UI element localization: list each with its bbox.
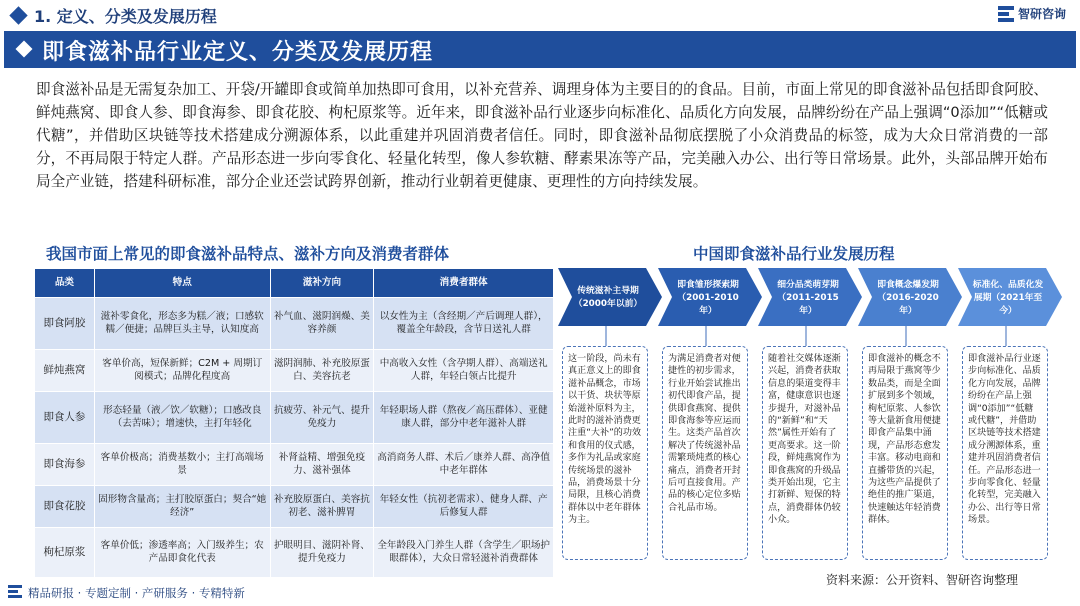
cell-feature: 客单价高，短保新鲜；C2M + 周期订阅模式；品牌化程度高 bbox=[94, 350, 270, 392]
top-header bbox=[0, 0, 1080, 30]
timeline-phase-4 bbox=[858, 268, 962, 326]
page-title: 即食滋补品行业定义、分类及发展历程 bbox=[42, 40, 434, 65]
cell-feature: 客单价极高；消费基数小；主打高端场景 bbox=[94, 444, 270, 486]
category-table bbox=[34, 268, 554, 578]
connector-line bbox=[1005, 326, 1007, 346]
table-row bbox=[35, 486, 554, 528]
phase-label: 即食雏形探索期（2001-2010年） bbox=[677, 279, 739, 316]
brand-mark-icon bbox=[998, 6, 1014, 22]
title-banner bbox=[4, 31, 1076, 68]
phase-description: 这一阶段，尚未有真正意义上的即食滋补品概念，市场以干货、块状等原始滋补原料为主，此时的滋补消费更注重“大补”的功效和食用的仪式感，多作为礼品或家庭传统场景的滋补品，消费场景十分局限，且核心消费群体以中老年群体为主。 bbox=[568, 354, 642, 526]
cell-direction: 补气血、滋阴润燥、美容养颜 bbox=[270, 298, 374, 350]
table-row bbox=[35, 528, 554, 578]
cell-direction: 滋阴润肺、补充胶原蛋白、美容抗老 bbox=[270, 350, 374, 392]
phase-label: 传统滋补主导期（2000年以前） bbox=[573, 286, 643, 309]
col-header-feature: 特点 bbox=[94, 269, 270, 298]
cell-category: 即食海参 bbox=[35, 444, 95, 486]
table-row bbox=[35, 444, 554, 486]
banner-diamond-icon bbox=[16, 41, 33, 58]
cell-category: 即食人参 bbox=[35, 392, 95, 444]
brand-logo bbox=[998, 5, 1066, 22]
cell-direction: 抗疲劳、补元气、提升免疫力 bbox=[270, 392, 374, 444]
phase-card-2 bbox=[662, 346, 748, 560]
footer-tagline bbox=[8, 585, 245, 601]
phase-card-5 bbox=[962, 346, 1048, 560]
col-header-category: 品类 bbox=[35, 269, 95, 298]
intro-paragraph: 即食滋补品是无需复杂加工、开袋/开罐即食或简单加热即可食用，以补充营养、调理身体为主要目的的食品。目前，市面上常见的即食滋补品包括即食阿胶、鲜炖燕窝、即食人参、即食海参、即食花胶、枸杞原浆等。近年来，即食滋补品行业逐步向标准化、品质化方向发展，品牌纷纷在产品上强调“0添加”“低糖或代糖”，并借助区块链等技术搭建成分溯源体系，以此重建并巩固消费者信任。同时，即食滋补品彻底摆脱了小众消费品的标签，成为大众日常消费的一部分，不再局限于特定人群。产品形态进一步向零食化、轻量化转型，像人参软糖、酵素果冻等产品，完美融入办公、出行等日常场景。此外，头部品牌开始布局全产业链，搭建科研标准，部分企业还尝试跨界创新，推动行业朝着更健康、更理性的方向持续发展。 bbox=[36, 81, 1048, 190]
source-note: 资料来源：公开资料、智研咨询整理 bbox=[826, 573, 1019, 587]
cell-feature: 滋补零食化，形态多为糕／液；口感软糯／便捷；品牌巨头主导，认知度高 bbox=[94, 298, 270, 350]
cell-group: 高消商务人群、术后／康养人群、高净值中老年群体 bbox=[374, 444, 554, 486]
phase-card-1 bbox=[562, 346, 648, 560]
cell-group: 以女性为主（含经期／产后调理人群），覆盖全年龄段，含节日送礼人群 bbox=[374, 298, 554, 350]
brand-name: 智研咨询 bbox=[1017, 7, 1066, 21]
footer-logo-icon bbox=[8, 585, 24, 601]
timeline-phase-5 bbox=[958, 268, 1062, 326]
timeline-phase-3 bbox=[758, 268, 862, 326]
connector-line bbox=[905, 326, 907, 346]
cell-feature: 形态轻量（液／饮／软糖）；口感改良（去苦味）；增速快，主打年轻化 bbox=[94, 392, 270, 444]
cell-feature: 客单价低；渗透率高；入门级养生；农产品即食化代表 bbox=[94, 528, 270, 578]
cell-feature: 固形物含量高；主打胶原蛋白；契合“她经济” bbox=[94, 486, 270, 528]
phase-description: 即食滋补品行业逐步向标准化、品质化方向发展，品牌纷纷在产品上强调“0添加”“低糖或代糖”，并借助区块链等技术搭建成分溯源体系，重建并巩固消费者信任。产品形态进一步向零食化、轻量化转型，完美融入办公、出行等日常场景。 bbox=[968, 354, 1041, 526]
cell-group: 年轻女性（抗初老需求）、健身人群、产后修复人群 bbox=[374, 486, 554, 528]
cell-category: 鲜炖燕窝 bbox=[35, 350, 95, 392]
table-row bbox=[35, 350, 554, 392]
table-header-row bbox=[35, 269, 554, 298]
timeline-phase-2 bbox=[658, 268, 762, 326]
connector-line bbox=[805, 326, 807, 346]
connector-line bbox=[605, 326, 607, 346]
phase-card-3 bbox=[762, 346, 848, 560]
col-header-group: 消费者群体 bbox=[374, 269, 554, 298]
section-title: 1. 定义、分类及发展历程 bbox=[34, 7, 217, 26]
cell-category: 枸杞原浆 bbox=[35, 528, 95, 578]
phase-description: 为满足消费者对便捷性的初步需求，行业开始尝试推出初代即食产品，提供即食燕窝、提供即食海参等应运而生。这类产品首次解决了传统滋补品需繁琐炖煮的核心痛点，消费者开封后可直接食用。产品的核心定位多贴合礼品市场。 bbox=[668, 354, 741, 513]
cell-group: 中高收入女性（含孕期人群）、高端送礼人群，年轻白领占比提升 bbox=[374, 350, 554, 392]
footer-tagline-text: 精品研报 · 专题定制 · 产研服务 · 专精特新 bbox=[28, 586, 245, 600]
timeline-phase-1 bbox=[558, 268, 662, 326]
connector-line bbox=[705, 326, 707, 346]
cell-direction: 补充胶原蛋白、美容抗初老、滋补脾胃 bbox=[270, 486, 374, 528]
phase-label: 即食概念爆发期（2016-2020年） bbox=[877, 279, 939, 316]
cell-direction: 护眼明目、滋阴补肾、提升免疫力 bbox=[270, 528, 374, 578]
table-row bbox=[35, 392, 554, 444]
cell-direction: 补肾益精、增强免疫力、滋补强体 bbox=[270, 444, 374, 486]
phase-description: 随着社交媒体逐渐兴起，消费者获取信息的渠道变得丰富，健康意识也逐步提升，对滋补品的“新鲜”和“天然”属性开始有了更高要求。这一阶段，鲜炖燕窝作为即食燕窝的升级品类开始出现，它主打新鲜、短保的特点，消费群体仍较小众。 bbox=[768, 354, 841, 526]
cell-category: 即食阿胶 bbox=[35, 298, 95, 350]
phase-label: 细分品类萌芽期（2011-2015年） bbox=[777, 279, 839, 316]
section-bullet-icon bbox=[9, 6, 27, 24]
cell-category: 即食花胶 bbox=[35, 486, 95, 528]
col-header-direction: 滋补方向 bbox=[270, 269, 374, 298]
table-row bbox=[35, 298, 554, 350]
phase-card-4 bbox=[862, 346, 948, 560]
cell-group: 全年龄段入门养生人群（含学生／职场护眼群体），大众日常轻滋补消费群体 bbox=[374, 528, 554, 578]
table-title: 我国市面上常见的即食滋补品特点、滋补方向及消费者群体 bbox=[46, 245, 450, 263]
phase-label: 标准化、品质化发展期（2021年至今） bbox=[972, 279, 1044, 316]
phase-description: 即食滋补的概念不再局限于燕窝等少数品类，而是全面扩展到多个领域，枸杞原浆、人参饮等大量新食用便捷即食产品集中涌现，产品形态愈发丰富。移动电商和直播带货的兴起，为这些产品提供了绝佳的推广渠道，快速触达年轻消费群体。 bbox=[868, 354, 941, 526]
cell-group: 年轻职场人群（熬夜／高压群体）、亚健康人群，部分中老年滋补人群 bbox=[374, 392, 554, 444]
timeline-title: 中国即食滋补品行业发展历程 bbox=[693, 245, 895, 263]
